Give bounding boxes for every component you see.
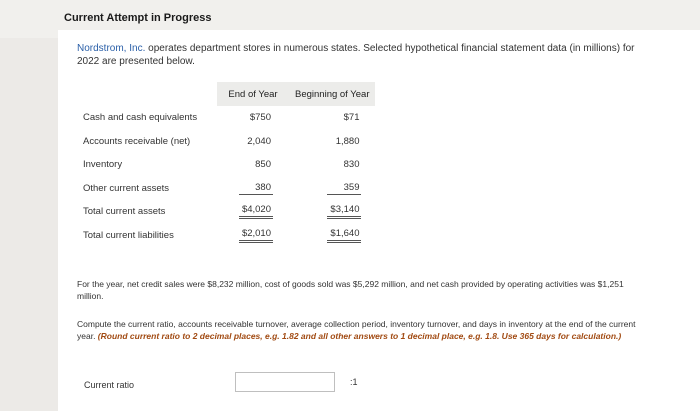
- row-label: Total current assets: [83, 206, 166, 218]
- rounding-instructions: (Round current ratio to 2 decimal places, e.g. 1.82 and all other answers to 1 decimal place, e.g. 1.8. Use 365 days for calculation.): [97, 331, 622, 341]
- company-name: Nordstrom, Inc.: [77, 43, 146, 54]
- header-end-of-year: End of Year: [217, 82, 289, 106]
- row-label: Cash and cash equivalents: [83, 112, 198, 124]
- ratio-suffix: :1: [350, 377, 358, 387]
- table-row: [77, 177, 375, 201]
- beginning-of-year-value: $71: [343, 112, 360, 124]
- end-of-year-value: 850: [255, 159, 271, 171]
- instructions-body: Compute the current ratio, accounts receivable turnover, average collection period, inventory turnover, and days in inventory at the end of the current year.: [77, 319, 636, 341]
- sales-info-text: For the year, net credit sales were $8,232 million, cost of goods sold was $5,292 million, and net cash provided by operating activities was $1,251 million.: [77, 279, 624, 301]
- header-beginning-of-year: Beginning of Year: [289, 82, 375, 106]
- beginning-of-year-value: 830: [343, 159, 360, 171]
- intro-text: [77, 42, 657, 68]
- end-of-year-value: $4,020: [217, 200, 289, 224]
- beginning-of-year-value: 1,880: [335, 135, 360, 147]
- row-label: Inventory: [83, 159, 123, 171]
- intro-body: operates department stores in numerous states. Selected hypothetical financial statement data (in millions) for 2022 are presented below.: [77, 43, 635, 67]
- row-label: Total current liabilities: [83, 229, 174, 241]
- row-label: Other current assets: [83, 182, 170, 194]
- end-of-year-value: $2,010: [217, 224, 289, 248]
- header-blank-cell: [77, 82, 217, 106]
- table-row: [77, 106, 375, 130]
- beginning-of-year-value: $1,640: [289, 224, 375, 248]
- current-ratio-label: Current ratio: [84, 380, 135, 390]
- row-label: Accounts receivable (net): [83, 135, 191, 147]
- financial-data-table: [77, 82, 375, 247]
- table-row: [77, 153, 375, 177]
- table-row: [77, 200, 375, 224]
- end-of-year-value: 380: [217, 177, 289, 201]
- page-title: Current Attempt in Progress: [64, 12, 212, 24]
- table-header-row: [77, 82, 375, 106]
- beginning-of-year-value: $3,140: [289, 200, 375, 224]
- end-of-year-value: $750: [249, 112, 271, 124]
- current-ratio-input[interactable]: [235, 372, 335, 392]
- instructions-text: [77, 318, 652, 342]
- table-row: [77, 130, 375, 154]
- table-row: [77, 224, 375, 248]
- beginning-of-year-value: 359: [289, 177, 375, 201]
- end-of-year-value: 2,040: [247, 135, 271, 147]
